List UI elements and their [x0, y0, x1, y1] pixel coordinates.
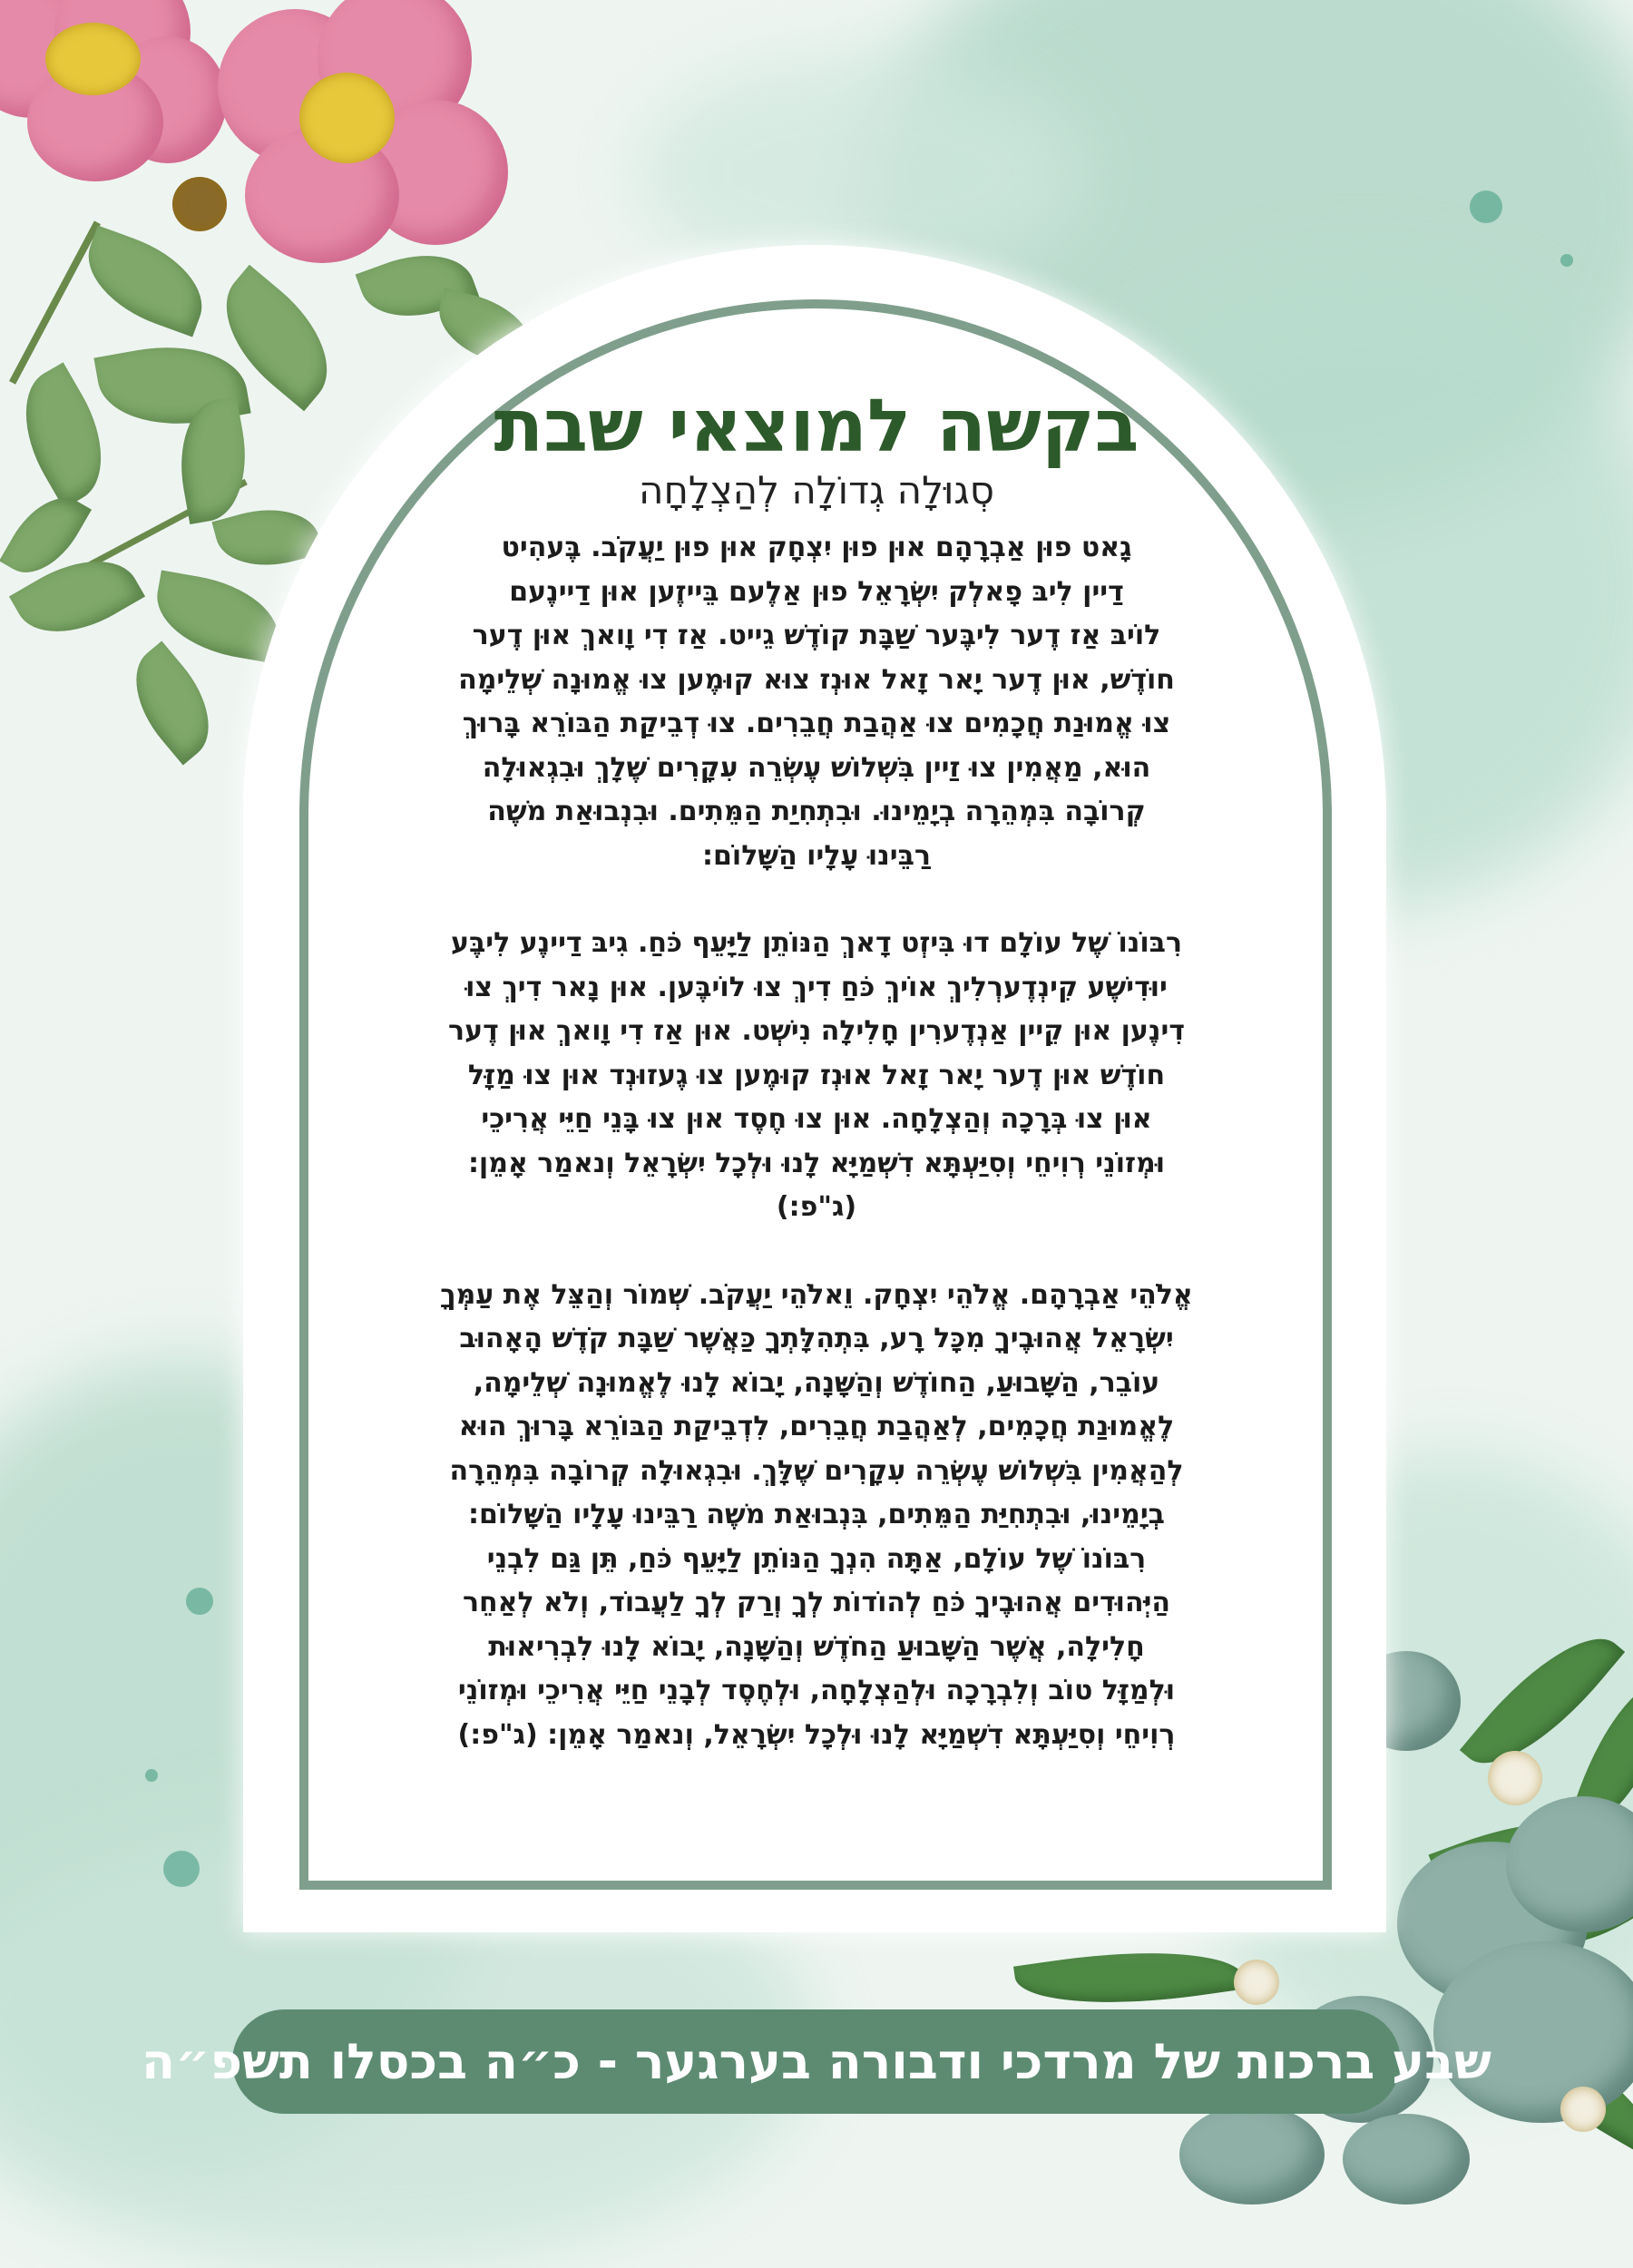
prayer-paragraph-3: אֱלֹהֵי אַבְרָהָם. אֱלֹהֵי יִצְחָק. וֵאלֹהֵי יַעֲקֹב. שְׁמוֹר וְהַצֵּל אֶת עַמְּךָ יִשְׂרָאֵל אֲהוּבֶיךָ מִכָּל רָע, בִּתְהִלָּתְךָ כַּאֲשֶׁר שַׁבָּת קֹדֶשׁ הָאָהוּב עוֹבֵר, הַשָּׁבוּעַ, הַחוֹדֶשׁ וְהַשָּׁנָה, יָבוֹא לָנוּ לֶאֱמוּנָה שְׁלֵימָה, לֶאֱמוּנַת חֲכָמִים, לְאַהֲבַת חֲבֵרִים, לִדְבֵיקַת הַבּוֹרֵא בָּרוּךְ הוּא לְהַאֲמִין בִּשְׁלוֹשׁ עֶשְׂרֵה עִקָרִים שֶׁלָּךְ. וּבִגְאוּלָה קְרוֹבָה בִּמְהֵרָה בְיָמֵינוּ, וּבִתְחִיַּת הַמֵּתִים, בִּנְבוּאַת משֶׁה רַבֵּינוּ עָלָיו הַשָּׁלוֹם: רִבּוֹנוֹ שֶׁל עוֹלָם, אַתָּה הִנְךָ הַנּוֹתֵן לַיָּעֵף כֹּחַ, תֵּן גַּם לִבְנֵי הַיְּהוּדִים אֲהוּבֶיךָ כֹּחַ לְהוֹדוֹת לְךָ וְרַק לְךָ לַעֲבוֹד, וְלֹא לְאַחֵר חָלִילָה, אֲשֶׁר הַשָּׁבוּעַ הַחֹדֶשׁ וְהַשָּׁנָה, יָבוֹא לָנוּ לִבְרִיאוּת וּלְמַזָּל טוֹב וְלִבְרָכָה וּלְהַצְלָחָה, וּלְחֶסֶד לְבָנֵי חַיֵּי אֲרִיכֵי וּמְזוֹנֵי רְוִיחֵי וְסִיַּעְתָּא דִשְׁמַיָּא לָנוּ וּלְכָל יִשְׂרָאֵל, וְנאמַר אָמֵן: (ג"פ:)	[440, 1278, 1193, 1751]
page-title: בקשה למוצאי שבת	[494, 384, 1139, 468]
prayer-content	[318, 384, 1315, 1801]
page-subtitle: סְגוּלָה גְדוֹלָה לְהַצְלָחָה	[639, 468, 994, 513]
footer-banner	[142, 2009, 1491, 2114]
footer-text: שבע ברכות של מרדכי ודבורה בערגער - כ״ה בכסלו תשפ״ה	[142, 2033, 1491, 2090]
prayer-paragraph-1: גָאט פוּן אַבְרָהָם אוּן פוּן יִצְחָק אוּן פוּן יַעֲקֹב. בֶּעהִיט דַיין לִיבּ פָאלְק יִשְׂרָאֵל פוּן אַלֶעם בֵּייזֶען אוּן דַיינֶעם לוֹיבּ אַז דֶער לִיבֶּער שַׁבָּת קוֹדֶשׁ גֵייט. אַז דִי וָואךְ אוּן דֶער חוֹדֶשׁ, אוּן דֶער יָאר זָאל אוּנְז צוּא קוּמֶען צוּ אֱמוּנָה שְׁלֵימָה צוּ אֱמוּנַת חֲכָמִים צוּ אַהֲבַת חֲבֵרִים. צוּ דְבֵיקַת הַבּוֹרֵא בָּרוּךְ הוּא, מַאֲמִין צוּ זַיין בִּשְׁלוֹשׁ עֶשְׂרֵה עִקָרִים שֶׁלָךְ וּבִגְאוּלָה קְרוֹבָה בִּמְהֵרָה בְיָמֵינוּ. וּבִתְחִיַת הַמֵּתִים. וּבִנְבוּאַת משֶׁה רַבֵּינוּ עָלָיו הַשָּׁלוֹם:	[458, 532, 1175, 872]
prayer-paragraph-2: רִבּוֹנוֹ שֶׁל עוֹלָם דוּ בִּיזְט דָאךְ הַנּוֹתֵן לַיָּעֵף כֹּחַ. גִיבּ דַיינֶע לִיבֶּע יוּדִישֶׁע קִינְדֶערְלִיךְ אוֹיךְ כֹּחַ דִיךְ צוּ לוֹיבֶּען. אוּן נָאר דִיךְ צוּ דִינֶען אוּן קֵיין אַנְדֶערִין חָלִילָה נִישְׁט. אוּן אַז דִי וָואךְ אוּן דֶער חוֹדֶשׁ אוּן דֶער יָאר זָאל אוּנְז קוּמֶען צוּ גֶעזוּנְד אוּן צוּ מַזָּל אוּן צוּ בְּרָכָה וְהַצְלָחָה. אוּן צוּ חֶסֶד אוּן צוּ בָּנֵי חַיֵּי אֲרִיכֵי וּמְזוֹנֵי רְוִיחֵי וְסִיַּעְתָּא דִשְׁמַיָּא לָנוּ וּלְכָל יִשְׂרָאֵל וְנאמַר אָמֵן: (ג"פ:)	[448, 927, 1185, 1224]
